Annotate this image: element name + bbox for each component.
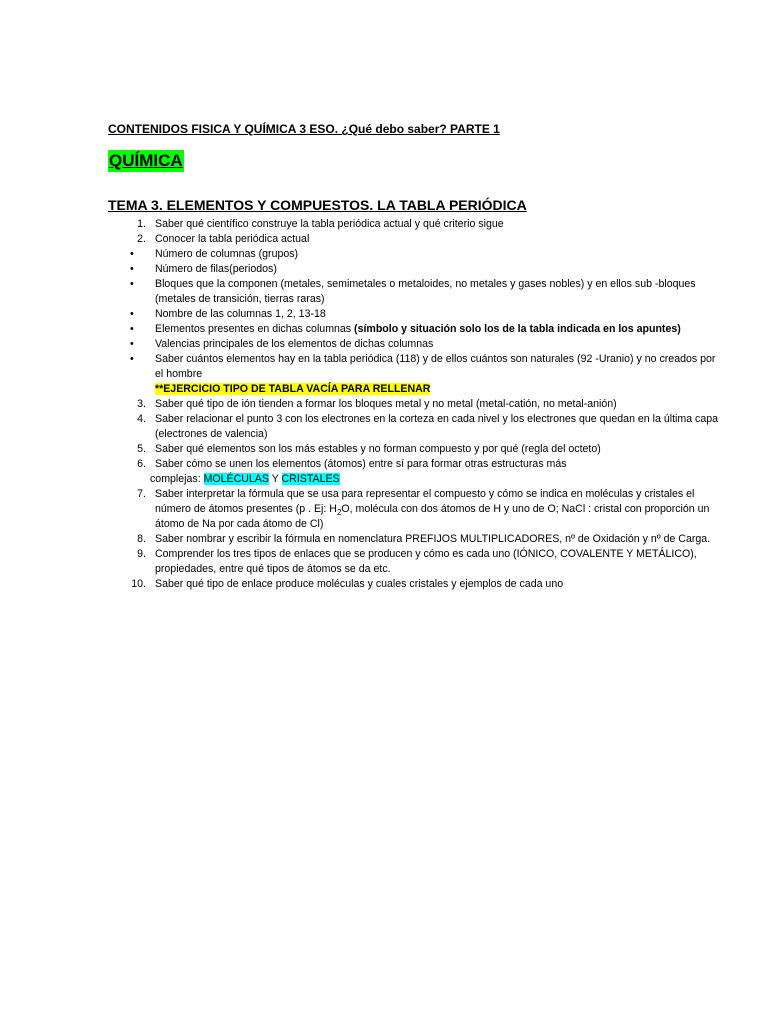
exercise-highlight: **EJERCICIO TIPO DE TABLA VACÍA PARA RELLENAR [155, 383, 431, 395]
list-number: 6. [137, 458, 146, 470]
list-item-5 [108, 442, 718, 457]
list-item-text: Conocer la tabla periódica actual [155, 233, 310, 245]
bullet-item-text: Saber cuántos elementos hay en la tabla periódica (118) y de ellos cuántos son naturales (92 -Uranio) y no creados por el hombre [155, 353, 716, 380]
list-item-text: Saber cómo se unen los elementos (átomos) entre sí para formar otras estructuras más [155, 458, 567, 470]
bullet-icon: • [130, 248, 134, 260]
list-number: 8. [137, 533, 146, 545]
moleculas-highlight: MOLÉCULAS [203, 473, 269, 485]
list-item-text: Saber relacionar el punto 3 con los electrones en la corteza en cada nivel y los electrones que quedan en la última capa (electrones de valencia) [155, 413, 718, 440]
bullet-icon: • [130, 338, 134, 350]
bullet-icon: • [130, 263, 134, 275]
list-item-1 [108, 217, 718, 232]
bullet-item-blocks [108, 277, 718, 307]
bullet-item-columns [108, 247, 718, 262]
connector-text: Y [268, 473, 282, 485]
list-item-6 [108, 457, 718, 472]
bullet-item-text: Bloques que la componen (metales, semimetales o metaloides, no metales y gases nobles) y en ellos sub -bloques (metales de transición, tierras raras) [155, 278, 696, 305]
list-number: 1. [137, 218, 146, 230]
list-item-3 [108, 397, 718, 412]
subscript-2: 2 [336, 508, 342, 518]
list-item-2 [108, 232, 718, 247]
list-item-4 [108, 412, 718, 442]
list-item-text-cont: O, molécula con dos átomos de H y uno de O; NaCl : cristal con proporción un átomo de Na por cada átomo de Cl) [155, 503, 710, 530]
bullet-item-elements [108, 322, 718, 337]
list-item-text: Saber qué tipo de ión tienden a formar los bloques metal y no metal (metal-catión, no metal-anión) [155, 398, 617, 410]
list-item-8 [108, 532, 718, 547]
bullet-item-column-names [108, 307, 718, 322]
list-item-6-continuation [108, 472, 718, 487]
bullet-icon: • [130, 308, 134, 320]
list-number: 9. [137, 548, 146, 560]
cristales-highlight: CRISTALES [281, 473, 340, 485]
bullet-item-bold-text: (símbolo y situación solo los de la tabla indicada en los apuntes) [354, 323, 681, 335]
bullet-item-valences [108, 337, 718, 352]
list-number: 10. [131, 578, 146, 590]
bullet-icon: • [130, 323, 134, 335]
bullet-item-text: Nombre de las columnas 1, 2, 13-18 [155, 308, 326, 320]
bullet-item-rows [108, 262, 718, 277]
list-item-9 [108, 547, 718, 577]
list-item-text: Comprender los tres tipos de enlaces que se producen y cómo es cada uno (IÓNICO, COVALENTE Y METÁLICO), propiedades, entre qué tipos de átomos se da etc. [155, 548, 697, 575]
document-title: CONTENIDOS FISICA Y QUÍMICA 3 ESO. ¿Qué debo saber? PARTE 1 [108, 122, 500, 136]
list-number: 2. [137, 233, 146, 245]
list-item-text: Saber nombrar y escribir la fórmula en nomenclatura PREFIJOS MULTIPLICADORES, nº de Oxidación y nº de Carga. [155, 533, 711, 545]
exercise-note [108, 382, 718, 397]
list-item-text: Saber qué tipo de enlace produce moléculas y cuales cristales y ejemplos de cada uno [155, 578, 564, 590]
list-number: 5. [137, 443, 146, 455]
list-number: 7. [137, 488, 146, 500]
section-heading-quimica: QUÍMICA [109, 151, 183, 170]
content-list [108, 217, 718, 592]
bullet-item-text: Número de filas(periodos) [155, 263, 277, 275]
bullet-item-text: Valencias principales de los elementos de dichas columnas [155, 338, 434, 350]
list-number: 4. [137, 413, 146, 425]
list-item-text: Saber qué científico construye la tabla periódica actual y qué criterio sigue [155, 218, 504, 230]
bullet-icon: • [130, 353, 134, 365]
list-item-7 [108, 487, 718, 532]
bullet-item-element-count [108, 352, 718, 382]
continuation-text: complejas: [150, 473, 204, 485]
list-item-text: Saber interpretar la fórmula que se usa para representar el compuesto y cómo se indica en moléculas y cristales el número de átomos presentes (p . Ej: H [155, 488, 695, 515]
bullet-item-text: Elementos presentes en dichas columnas [155, 323, 355, 335]
bullet-item-text: Número de columnas (grupos) [155, 248, 299, 260]
list-number: 3. [137, 398, 146, 410]
list-item-text: Saber qué elementos son los más estables y no forman compuesto y por qué (regla del octeto) [155, 443, 601, 455]
bullet-icon: • [130, 278, 134, 290]
list-item-10 [108, 577, 718, 592]
topic-heading: TEMA 3. ELEMENTOS Y COMPUESTOS. LA TABLA PERIÓDICA [108, 197, 527, 213]
